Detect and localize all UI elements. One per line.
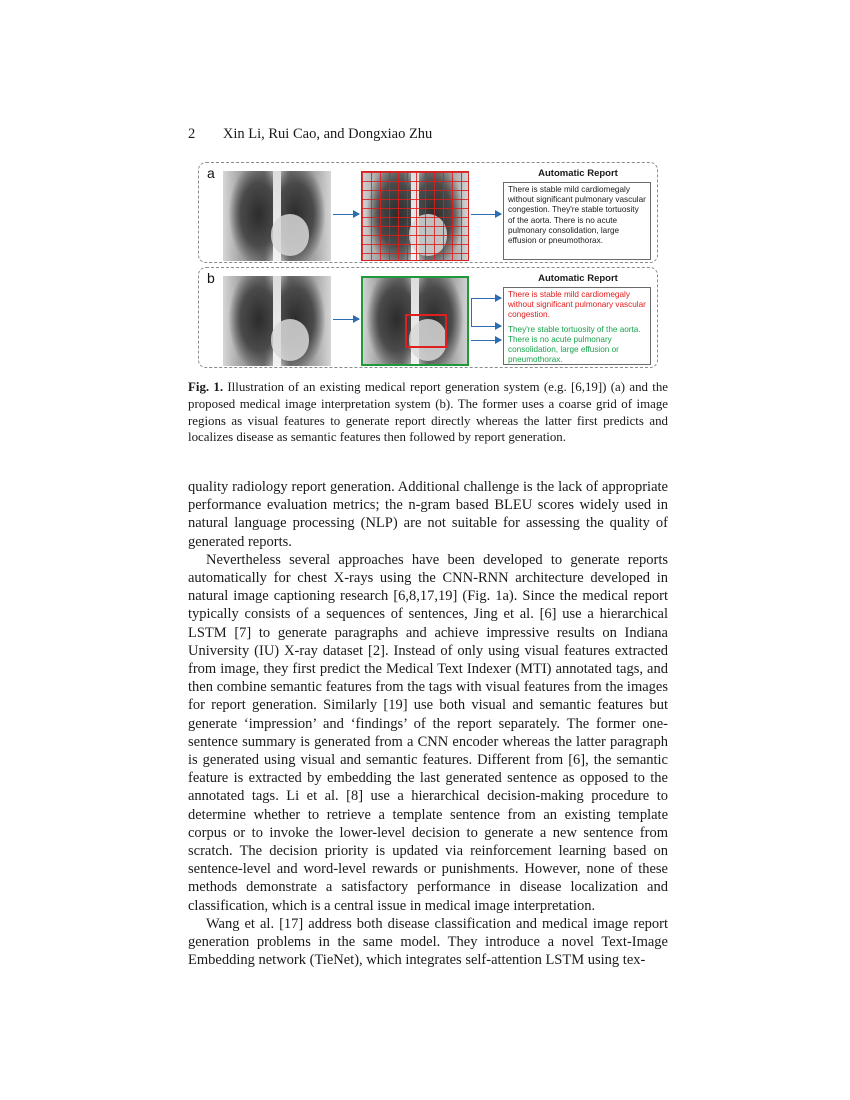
arrow-icon	[471, 214, 501, 215]
body-text	[188, 478, 668, 969]
paragraph: Wang et al. [17] address both disease classification and medical image report generation problems in the same model. They introduce a novel Text-Image Embedding network (TieNet), which integrates self-attention LSTM using tex-	[188, 915, 668, 969]
arrow-icon	[471, 298, 501, 299]
author-list: Xin Li, Rui Cao, and Dongxiao Zhu	[222, 126, 433, 142]
report-title: Automatic Report	[538, 168, 618, 179]
report-text: There is stable mild cardiomegaly without significant pulmonary vascular congestion. They're stable tortuosity of the aorta. There is no acute pulmonary consolidation, large effusion or pneumothorax.	[508, 185, 646, 246]
report-box	[503, 287, 651, 365]
arrow-connector	[471, 298, 472, 326]
paragraph: Nevertheless several approaches have been developed to generate reports automatically for chest X-rays using the CNN-RNN architecture developed in natural image captioning research [6,8,17,19] (Fig. 1a). Since the medical report typically consists of a sequences of sentences, Jing et al. [6] use a hierarchical LSTM [7] to generate paragraphs and achieve impressive results on Indiana University (IU) X-ray dataset [2]. Instead of only using visual features extracted from image, they first predict the Medical Text Indexer (MTI) annotated tags, and then combine semantic features from the tags with visual features from the images for report generation. Similarly [19] use both visual and semantic features but generate ‘impression’ and ‘findings’ of the report separately. The former one-sentence summary is generated from a CNN encoder whereas the latter paragraph is generated using visual and semantic features. Different from [6], the semantic feature is extracted by embedding the last generated sentence as opposed to the annotated tags. Li et al. [8] use a hierarchical decision-making procedure to determine whether to retrieve a template sentence from an existing template corpus or to invoke the lower-level decision to generate a new sentence from scratch. The decision priority is updated via reinforcement learning based on sentence-level and word-level rewards or punishments. However, none of these methods demonstrate a satisfactory performance in disease localization and classification, which is a central issue in medical image interpretation.	[188, 551, 668, 914]
chest-xray-image	[223, 276, 331, 366]
panel-label-b: b	[207, 270, 215, 286]
figure-panel-a	[198, 162, 658, 263]
caption-text: Illustration of an existing medical report generation system (e.g. [6,19]) (a) and the proposed medical image interpretation system (b). The former uses a coarse grid of image regions as visual features to generate report directly whereas the latter first predicts and localizes disease as semantic features then followed by report generation.	[188, 380, 669, 445]
disease-bounding-box	[405, 314, 447, 348]
arrow-icon	[471, 340, 501, 341]
chest-xray-grid-image	[361, 171, 469, 261]
caption-label: Fig. 1.	[188, 380, 224, 394]
report-text-green: They're stable tortuosity of the aorta. There is no acute pulmonary consolidation, large effusion or pneumothorax.	[508, 324, 641, 365]
arrow-icon	[333, 214, 359, 215]
running-header	[188, 126, 432, 143]
chest-xray-localized-image	[361, 276, 469, 366]
figure-panel-b	[198, 267, 658, 368]
page-number: 2	[188, 126, 196, 142]
arrow-icon	[333, 319, 359, 320]
report-box	[503, 182, 651, 260]
report-text-red: There is stable mild cardiomegaly without significant pulmonary vascular congestion.	[508, 290, 646, 320]
figure-caption	[188, 379, 668, 446]
region-grid-overlay	[361, 171, 469, 261]
paragraph: quality radiology report generation. Additional challenge is the lack of appropriate performance evaluation metrics; the n-gram based BLEU scores widely used in natural language processing (NLP) are not suitable for assessing the quality of generated reports.	[188, 479, 668, 550]
panel-label-a: a	[207, 165, 215, 181]
report-title: Automatic Report	[538, 273, 618, 284]
chest-xray-image	[223, 171, 331, 261]
arrow-icon	[471, 326, 501, 327]
